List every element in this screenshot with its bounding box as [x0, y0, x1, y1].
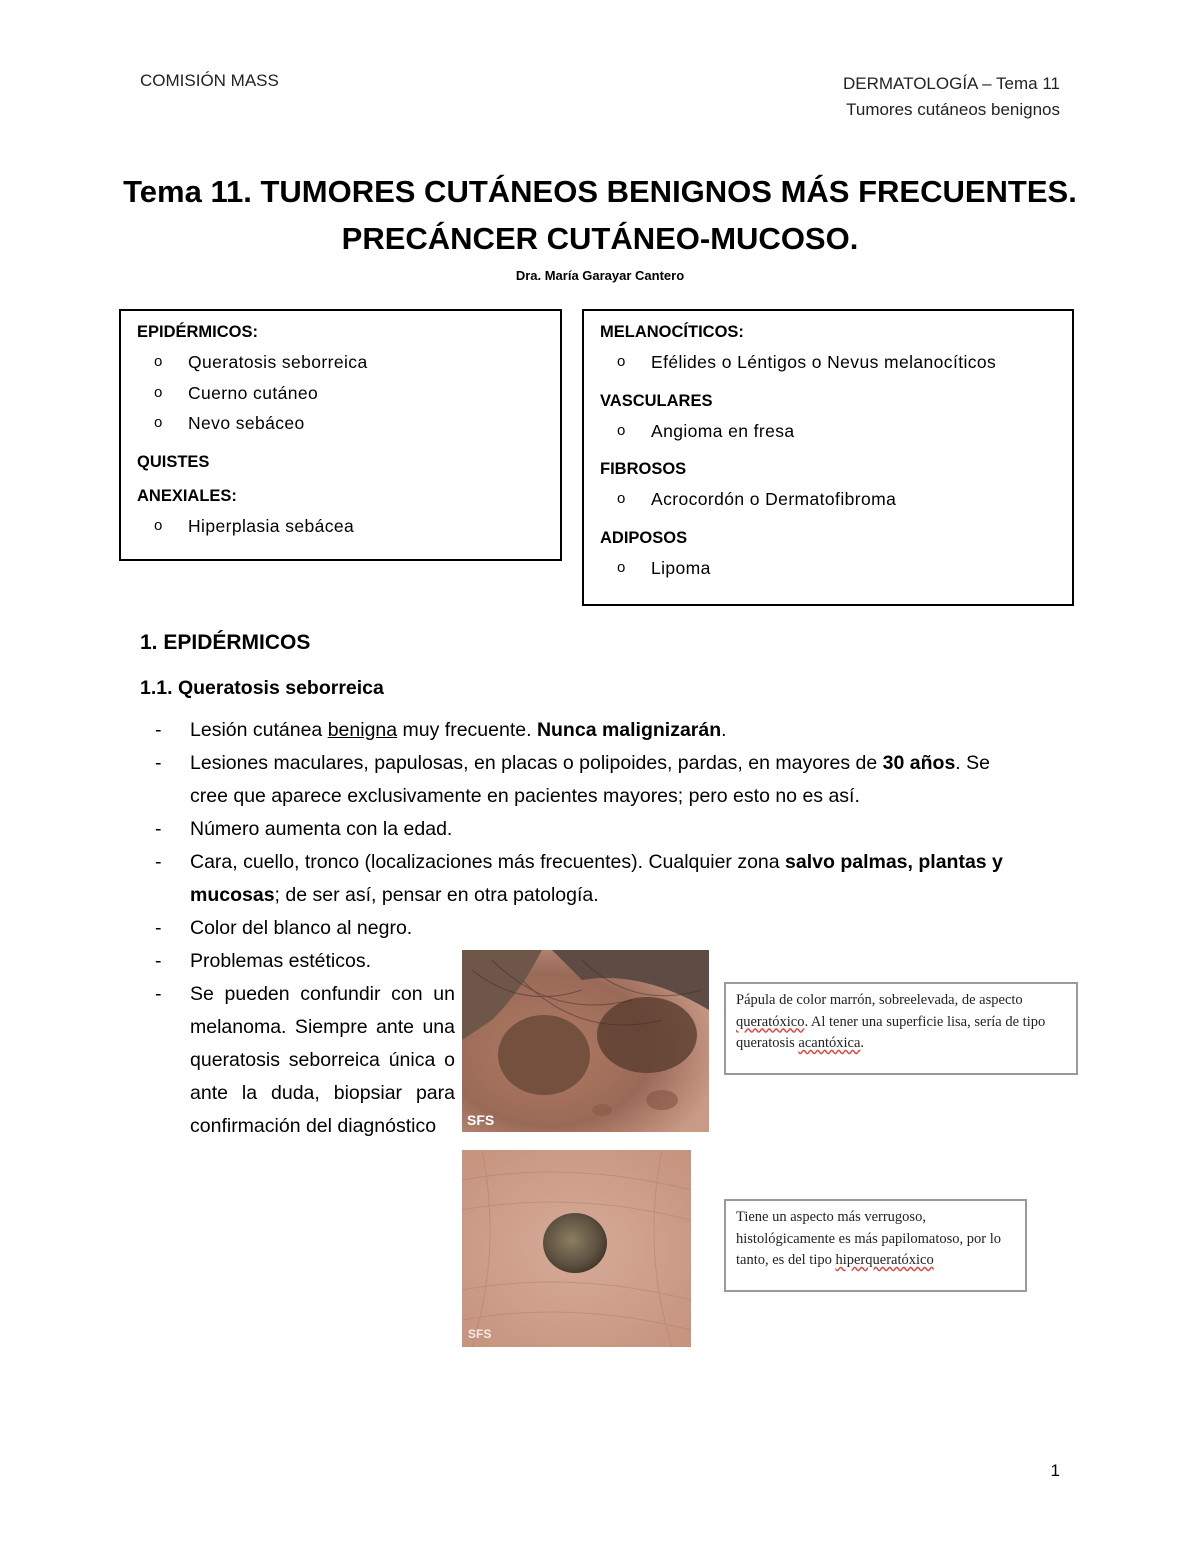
seborrheic-keratosis-photo-1	[462, 950, 709, 1132]
header-right-line2: Tumores cutáneos benignos	[846, 100, 1060, 119]
dash-icon: -	[155, 950, 162, 972]
category-fibrosos: FIBROSOS	[600, 460, 687, 478]
classification-box-right	[582, 309, 1074, 606]
list-item: o Angioma en fresa	[600, 416, 1056, 447]
dash-icon: -	[155, 983, 162, 1005]
category-adiposos: ADIPOSOS	[600, 528, 688, 547]
bullet-text-wrapped: Se pueden confundir con un melanoma. Siempre ante una queratosis seborreica única o ante la duda, biopsiar para confirmación del diagnóstico	[190, 983, 455, 1137]
list-item: o Cuerno cutáneo	[137, 378, 544, 409]
list-vasculares	[600, 416, 1056, 447]
section-heading: 1. EPIDÉRMICOS	[140, 631, 311, 654]
photo-watermark: SFS	[468, 1327, 492, 1341]
bullet-text: Lesiones maculares, papulosas, en placas o polipoides, pardas, en mayores de 30 años. Se	[190, 752, 990, 774]
category-epidermicos: EPIDÉRMICOS:	[137, 323, 259, 341]
classification-box-left	[119, 309, 562, 561]
list-anexiales	[137, 511, 544, 542]
header-right-line1: DERMATOLOGÍA – Tema 11	[843, 74, 1060, 93]
category-vasculares: VASCULARES	[600, 391, 713, 410]
bullet-text: Lesión cutánea benigna muy frecuente. Nunca malignizarán.	[190, 719, 727, 741]
bullet-o-icon: o	[154, 516, 163, 534]
category-anexiales: ANEXIALES:	[137, 486, 237, 505]
list-item: o Nevo sebáceo	[137, 408, 544, 439]
title-line2: PRECÁNCER CUTÁNEO-MUCOSO.	[341, 221, 859, 256]
bullet-o-icon: o	[154, 353, 163, 370]
dash-icon: -	[155, 818, 162, 840]
caption-box-1: Pápula de color marrón, sobreelevada, de aspecto queratóxico. Al tener una superficie lisa, sería de tipo queratosis acantóxica.	[724, 982, 1078, 1075]
bullet-o-icon: o	[154, 414, 163, 431]
seborrheic-keratosis-photo-2	[462, 1150, 691, 1347]
dash-icon: -	[155, 719, 162, 741]
bullet-o-icon: o	[154, 383, 163, 401]
list-item: o Acrocordón o Dermatofibroma	[600, 484, 1056, 515]
list-item: o Queratosis seborreica	[137, 347, 544, 378]
dash-icon: -	[155, 917, 162, 939]
bullet-o-icon: o	[617, 558, 626, 576]
author: Dra. María Garayar Cantero	[515, 268, 685, 283]
list-adiposos	[600, 553, 1056, 584]
photo-watermark: SFS	[467, 1112, 495, 1128]
title-line1: Tema 11. TUMORES CUTÁNEOS BENIGNOS MÁS FRECUENTES.	[123, 174, 1077, 209]
list-item: o Lipoma	[600, 553, 1056, 584]
document-title	[100, 168, 1100, 262]
page-number: 1	[1050, 1461, 1060, 1480]
dash-icon: -	[155, 851, 162, 873]
list-melanociticos	[600, 347, 1056, 378]
bullet-text: Cara, cuello, tronco (localizaciones más frecuentes). Cualquier zona salvo palmas, plantas y	[190, 851, 1003, 873]
list-item: o Efélides o Léntigos o Nevus melanocíticos	[600, 347, 1056, 378]
dash-icon: -	[155, 752, 162, 774]
list-epidermicos	[137, 347, 544, 439]
caption-box-2: Tiene un aspecto más verrugoso, histológicamente es más papilomatoso, por lo tanto, es del tipo hiperqueratóxico	[724, 1199, 1027, 1292]
list-fibrosos	[600, 484, 1056, 515]
category-melanociticos: MELANOCÍTICOS:	[600, 323, 744, 341]
header-right	[843, 71, 1060, 123]
list-item: o Hiperplasia sebácea	[137, 511, 544, 542]
subsection-heading: 1.1. Queratosis seborreica	[140, 677, 384, 699]
bullet-o-icon: o	[617, 490, 626, 507]
header-left: COMISIÓN MASS	[140, 71, 279, 90]
bullet-o-icon: o	[617, 421, 626, 439]
bullet-o-icon: o	[617, 353, 626, 370]
category-quistes: QUISTES	[137, 452, 210, 471]
